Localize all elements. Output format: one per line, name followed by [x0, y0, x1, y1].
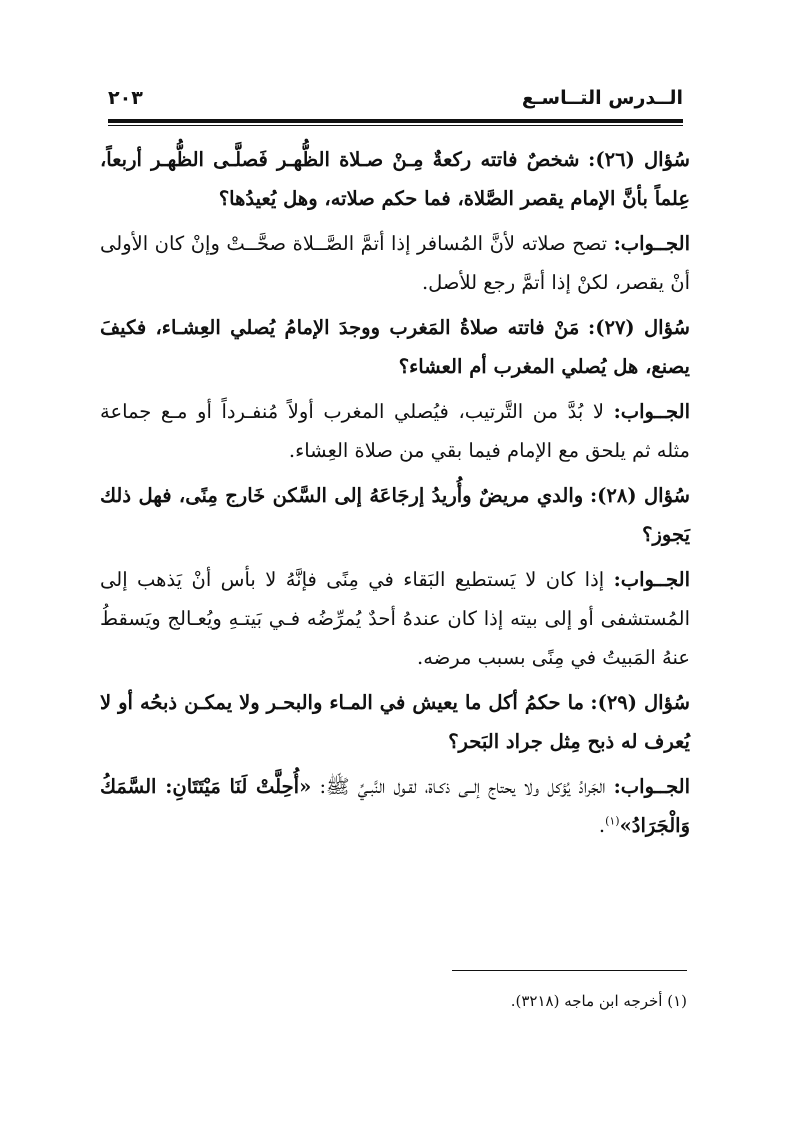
- question-label: سُؤال (٢٩):: [590, 691, 691, 714]
- running-title: الــدرس التــاسـع: [521, 87, 683, 109]
- question-label: سُؤال (٢٧):: [588, 316, 690, 339]
- question-label: سُؤال (٢٨):: [589, 484, 690, 507]
- answer-26: [100, 224, 690, 302]
- question-27: [100, 308, 690, 386]
- answer-text: تصح صلاته لأنَّ المُسافر إذا أتمَّ الصَّــلاة صحَّــتْ وإنْ كان الأولى أنْ يقصر، لكنْ إذا أتمَّ رجع للأصل.: [100, 232, 690, 294]
- question-label: سُؤال (٢٦):: [588, 148, 691, 171]
- page-header: [108, 82, 683, 116]
- sentence-end: .: [598, 814, 606, 837]
- answer-text: إذا كان لا يَستطيع البَقاء في مِنًى فإنَّهُ لا بأس أنْ يَذهب إلى المُستشفى أو إلى بيته إذا كان عندهُ أحدٌ يُمرِّضُه فـي بَيتـهِ ويُعـالج ويَسقطُ عنهُ المَبيتُ في مِنًى بسبب مرضه.: [100, 568, 690, 669]
- header-rule-thin: [108, 125, 683, 126]
- question-text: مَنْ فاتته صلاةُ المَغرب ووجدَ الإمامُ يُصلي العِشـاء، فكيفَ يصنع، هل يُصلي المغرب أم العشاء؟: [100, 316, 690, 378]
- question-text: ما حكمُ أكل ما يعيش في المـاء والبحـر ولا يمكـن ذبحُه أو لا يُعرف له ذبح مِثل جراد البَحر؟: [100, 691, 690, 753]
- question-26: [100, 140, 690, 218]
- answer-27: [100, 392, 690, 470]
- body-text: [100, 140, 690, 851]
- footnote-separator: [452, 970, 687, 971]
- hadith-quote: «أُحِلَّتْ لَنَا مَيْتَتَانِ: السَّمَكُ وَالْجَرَادُ»: [100, 775, 690, 837]
- answer-label: الجــواب:: [613, 775, 691, 798]
- answer-28: [100, 560, 690, 677]
- answer-label: الجــواب:: [613, 568, 690, 591]
- question-text: شخصٌ فاتته ركعةٌ مِـنْ صـلاة الظُّهـر فَصلَّـى الظُّهـر أربعاً، عِلماً بأنَّ الإمام يقصر الصَّلاة، فما حكم صلاته، وهل يُعيدُها؟: [100, 148, 690, 210]
- answer-label: الجــواب:: [613, 232, 690, 255]
- answer-29: [100, 767, 690, 845]
- question-29: [100, 683, 690, 761]
- answer-text: لا بُدَّ من التَّرتيب، فيُصلي المغرب أولاً مُنفـرداً أو مـع جماعة مثله ثم يلحق مع الإمام فيما بقي من صلاة العِشاء.: [100, 400, 690, 462]
- answer-label: الجــواب:: [613, 400, 690, 423]
- footnote: (١) أخرجه ابن ماجه (٣٢١٨).: [510, 992, 687, 1010]
- question-28: [100, 476, 690, 554]
- footnote-reference[interactable]: (١): [605, 814, 620, 828]
- question-text: والدي مريضٌ وأُريدُ إرجَاعَهُ إلى السَّكن خَارج مِنًى، فهل ذلك يَجوز؟: [100, 484, 690, 546]
- header-rule-thick: [108, 119, 683, 123]
- page-number: ٢٠٣: [108, 87, 143, 109]
- answer-text: الجَرادُ يُؤكل ولا يحتاج إلــى ذكـاة، لقـول النَّبـيِّ ﷺ:: [319, 775, 606, 798]
